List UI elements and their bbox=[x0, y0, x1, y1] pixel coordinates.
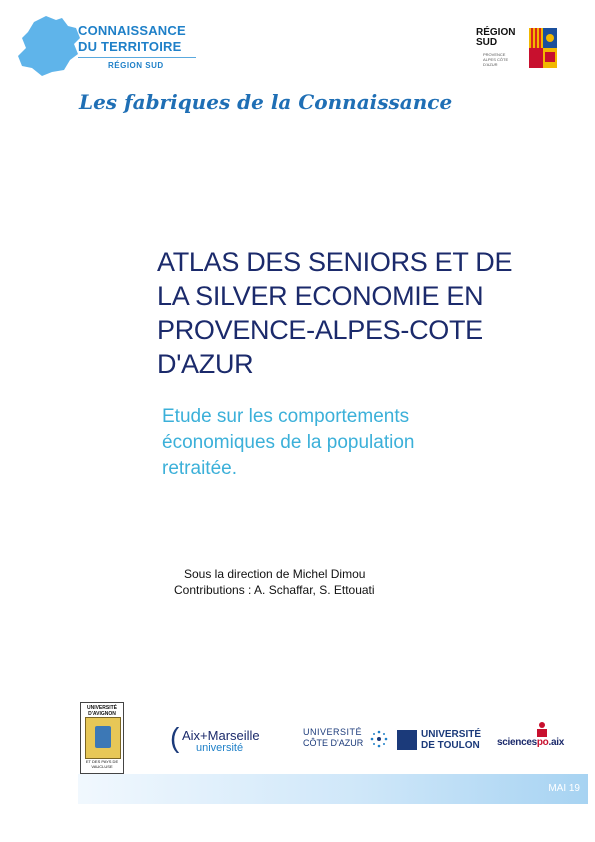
avignon-emblem-icon bbox=[85, 717, 121, 759]
toulon-logo-line-2: DE TOULON bbox=[421, 740, 480, 751]
uca-logo-line-2: CÔTE D'AZUR bbox=[303, 738, 364, 748]
aix-marseille-university-logo bbox=[170, 724, 270, 756]
document-subtitle: Etude sur les comportements économiques de la population retraitée. bbox=[162, 406, 415, 479]
logo-line-1: CONNAISSANCE bbox=[78, 23, 186, 38]
region-logo-small-text: PROVENCE ALPES CÔTE D'AZUR bbox=[483, 52, 509, 67]
universite-cote-azur-logo bbox=[303, 727, 391, 757]
logo-line-3: RÉGION SUD bbox=[108, 61, 164, 70]
region-logo-line-1: RÉGION bbox=[476, 27, 516, 38]
sciencespo-logo-text bbox=[497, 737, 564, 748]
title-line-2: LA SILVER ECONOMIE EN bbox=[157, 281, 484, 311]
logo-line-2: DU TERRITOIRE bbox=[78, 39, 182, 54]
region-map-icon bbox=[16, 14, 86, 80]
sciencespo-prefix: sciences bbox=[497, 737, 537, 748]
avignon-logo-bottom-text: ET DES PAYS DE VAUCLUSE bbox=[85, 759, 119, 769]
coat-of-arms-icon bbox=[529, 28, 557, 68]
uca-logo-line-1: UNIVERSITÉ bbox=[303, 727, 363, 737]
region-logo-line-2: SUD bbox=[476, 37, 498, 48]
universite-toulon-logo bbox=[397, 726, 487, 754]
amu-logo-line-2: université bbox=[196, 742, 244, 754]
amu-parenthesis-icon: ( bbox=[170, 722, 180, 753]
sciencespo-figure-icon bbox=[535, 722, 549, 738]
title-line-3: PROVENCE-ALPES-COTE bbox=[157, 315, 483, 345]
document-title bbox=[157, 245, 537, 381]
title-line-4: D'AZUR bbox=[157, 349, 254, 379]
amu-logo-line-1: Aix+Marseille bbox=[182, 728, 260, 743]
contributions-credit: Contributions : A. Schaffar, S. Ettouati bbox=[174, 583, 375, 597]
sciencespo-suffix: .aix bbox=[548, 737, 564, 748]
avignon-university-logo bbox=[80, 702, 124, 774]
direction-credit: Sous la direction de Michel Dimou bbox=[184, 567, 366, 581]
logo-divider bbox=[78, 57, 196, 58]
sciencespo-mid: po bbox=[536, 737, 549, 748]
publication-date: MAI 19 bbox=[548, 783, 580, 794]
toulon-logo-line-1: UNIVERSITÉ bbox=[421, 729, 482, 740]
avignon-logo-top-text: UNIVERSITÉ D'AVIGNON bbox=[86, 705, 117, 717]
toulon-emblem-icon bbox=[397, 730, 417, 750]
connaissance-territoire-logo bbox=[16, 14, 206, 80]
sciences-po-aix-logo bbox=[497, 722, 569, 754]
title-line-1: ATLAS DES SENIORS ET DE bbox=[157, 247, 513, 277]
tagline: Les fabriques de la Connaissance bbox=[79, 90, 453, 114]
uca-dots-icon bbox=[369, 729, 389, 749]
footer-band bbox=[78, 774, 588, 804]
region-sud-logo bbox=[473, 24, 561, 70]
